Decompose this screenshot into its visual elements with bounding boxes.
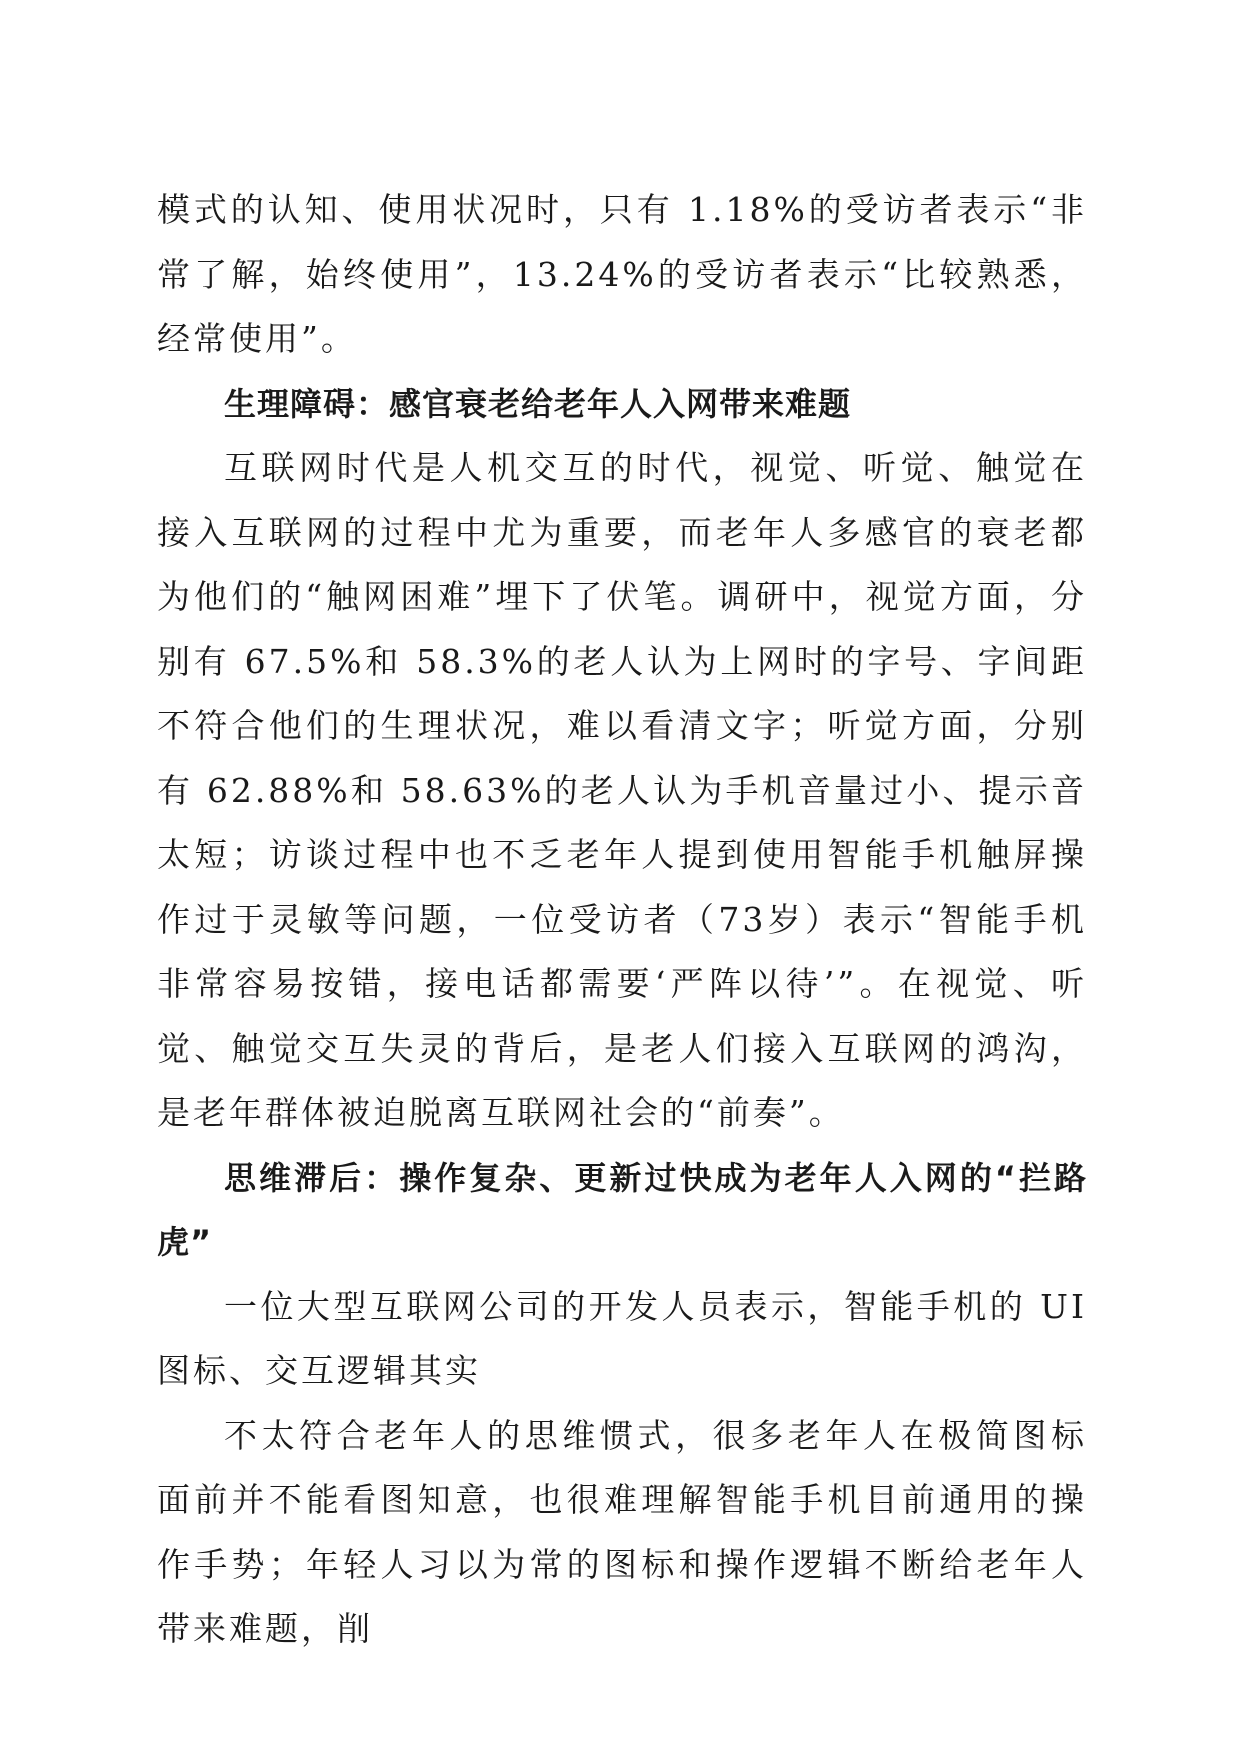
- document-body: [157, 178, 1087, 1662]
- paragraph-icon-logic: 不太符合老年人的思维惯式，很多老年人在极简图标面前并不能看图知意，也很难理解智能手机目前通用的操作手势；年轻人习以为常的图标和操作逻辑不断给老年人带来难题，削: [157, 1415, 1087, 1648]
- paragraph-developer-statement: 一位大型互联网公司的开发人员表示，智能手机的 UI 图标、交互逻辑其实: [157, 1286, 1087, 1390]
- section-heading-physiological-barriers: 生理障碍：感官衰老给老年人入网带来难题: [224, 384, 852, 423]
- paragraph-sensory-aging: 互联网时代是人机交互的时代，视觉、听觉、触觉在接入互联网的过程中尤为重要，而老年人多感官的衰老都为他们的“触网困难”埋下了伏笔。调研中，视觉方面，分别有 67.5%和 58.3%的老人认为上网时的字号、字间距不符合他们的生理状况，难以看清文字；听觉方面，分别有 62.88%和 58.63%的老人认为手机音量过小、提示音太短；访谈过程中也不乏老年人提到使用智能手机触屏操作过于灵敏等问题，一位受访者（73岁）表示“智能手机非常容易按错，接电话都需要‘严阵以待’”。在视觉、听觉、触觉交互失灵的背后，是老人们接入互联网的鸿沟，是老年群体被迫脱离互联网社会的“前奏”。: [157, 448, 1087, 1132]
- paragraph-intro-continuation: 模式的认知、使用状况时，只有 1.18%的受访者表示“非常了解，始终使用”，13.24%的受访者表示“比较熟悉，经常使用”。: [157, 190, 1087, 358]
- section-heading-cognitive-lag: 思维滞后：操作复杂、更新过快成为老年人入网的“拦路虎”: [157, 1158, 1087, 1261]
